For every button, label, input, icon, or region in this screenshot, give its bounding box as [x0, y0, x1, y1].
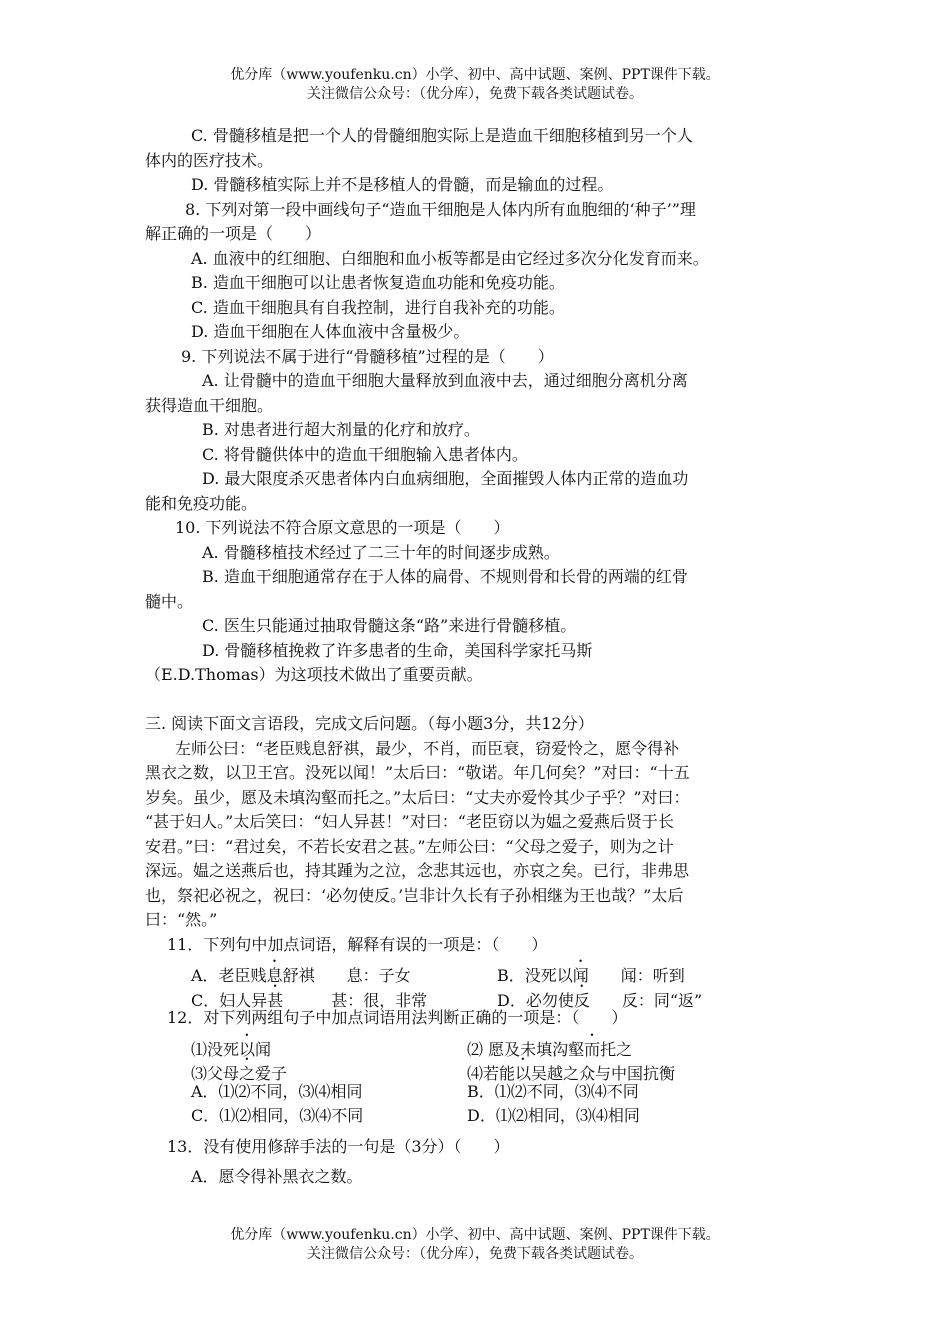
q11-a-text: A．老臣贱 [191, 966, 267, 985]
q12-sentence-3 [191, 1055, 467, 1083]
passage-line-6: 深远。媪之送燕后也，持其踵为之泣，念悲其远也，亦哀之矣。已行，非弗思 [145, 861, 690, 880]
q11-d-gloss: 反：同“返” [621, 990, 703, 1010]
q12-s3-text-end: 爱子 [255, 1064, 288, 1083]
q10-option-d-line-2: （E.D.Thomas）为这项技术做出了重要贡献。 [145, 665, 483, 684]
q11-d-dotted-word: 反 [573, 990, 590, 1010]
q12-s1-dotted-word: 以 [239, 1039, 256, 1059]
q8-option-c: C. 造血干细胞具有自我控制，进行自我补充的功能。 [191, 297, 565, 317]
header-line-2: 关注微信公众号：（优分库），免费下载各类试题试卷。 [307, 86, 643, 102]
q11-b-dotted-word: 闻 [572, 966, 589, 985]
q8-stem-line-1: 8. 下列对第一段中画线句子“造血干细胞是人体内所有血胞细的‘种子’”理 [185, 199, 696, 219]
passage-line-2: 黑衣之数，以卫王宫。没死以闻！”太后曰：“敬诺。年几何矣？”对曰：“十五 [145, 763, 690, 782]
footer-line-2: 关注微信公众号：（优分库），免费下载各类试题试卷。 [307, 1246, 643, 1262]
q9-option-b: B. 对患者进行超大剂量的化疗和放疗。 [202, 420, 480, 439]
q11-option-b [497, 957, 685, 985]
q12-sentences-12 [145, 1031, 810, 1059]
q11-c-dotted-word: 甚 [267, 990, 284, 1010]
q8-option-a: A. 血液中的红细胞、白细胞和血小板等都是由它经过多次分化发育而来。 [191, 248, 709, 268]
q12-s2-text: ⑵ 愿及未填沟壑 [467, 1039, 585, 1059]
q11-options-cd [145, 982, 810, 1010]
q12-s2-dotted-word: 而 [584, 1039, 601, 1059]
q13-option-a: A．愿令得补黑衣之数。 [191, 1167, 363, 1186]
q12-s3-text: ⑶父母 [191, 1064, 240, 1083]
q11-c-gloss: 甚：很，非常 [331, 990, 428, 1010]
q11-b-gloss: 闻：听到 [620, 966, 685, 985]
q8-option-d: D. 造血干细胞在人体血液中含量极少。 [191, 322, 470, 341]
q10-stem: 10. 下列说法不符合原文意思的一项是（ ） [175, 518, 510, 537]
passage-line-4: “甚于妇人。”太后笑曰：“妇人异甚！”对曰：“老臣窃以为媪之爱燕后贤于长 [145, 812, 674, 831]
footer-line-1: 优分库（www.youfenku.cn）小学、初中、高中试题、案例、PPT课件下载。 [230, 1227, 720, 1243]
q11-option-d [497, 982, 703, 1010]
q11-options-ab [145, 957, 810, 985]
q12-sentence-4 [467, 1055, 676, 1083]
q8-option-b: B. 造血干细胞可以让患者恢复造血功能和免疫功能。 [191, 273, 565, 292]
q13-stem: 13．没有使用修辞手法的一句是（3分）（ ） [167, 1136, 510, 1156]
q8-stem-line-2: 解正确的一项是（ ） [145, 224, 322, 243]
q12-stem: 12．对下列两组句子中加点词语用法判断正确的一项是：（ ） [167, 1008, 628, 1027]
section-3-title: 三. 阅读下面文言语段，完成文后问题。（每小题3分，共12分） [145, 714, 594, 733]
document-body [145, 124, 810, 1190]
q12-s2-text-end: 托之 [600, 1039, 633, 1059]
passage-line-5: 安君。”曰：“君过矣，不若长安君之甚。”左师公曰：“父母之爱子，则为之计 [145, 836, 674, 856]
header-line-1: 优分库（www.youfenku.cn）小学、初中、高中试题、案例、PPT课件下载。 [230, 67, 720, 83]
page-footer [0, 1226, 950, 1264]
q7-option-c-line-2: 体内的医疗技术。 [145, 150, 274, 170]
q9-option-c: C. 将骨髓供体中的造血干细胞输入患者体内。 [202, 444, 528, 464]
q10-option-c: C. 医生只能通过抽取骨髓这条“路”来进行骨髓移植。 [202, 616, 577, 635]
q9-stem: 9. 下列说法不属于进行“骨髓移植”过程的是（ ） [181, 346, 554, 366]
q12-option-a: A．⑴⑵不同，⑶⑷相同 [191, 1081, 363, 1101]
q12-s4-dotted-word: 以 [515, 1064, 532, 1083]
q11-d-text: D．必勿使 [497, 990, 574, 1010]
q11-stem: 11．下列句中加点词语，解释有误的一项是：（ ） [167, 934, 548, 954]
q12-s1-text-end: 闻 [255, 1039, 272, 1059]
q10-option-a: A. 骨髓移植技术经过了二三十年的时间逐步成熟。 [202, 542, 560, 562]
passage-line-1: 左师公曰：“老臣贱息舒祺，最少，不肖，而臣衰，窃爱怜之，愿令得补 [175, 738, 680, 758]
q9-option-a-line-1: A. 让骨髓中的造血干细胞大量释放到血液中去，通过细胞分离机分离 [202, 371, 688, 390]
q11-a-gloss: 息：子女 [346, 966, 411, 985]
q9-option-a-line-2: 获得造血干细胞。 [145, 395, 274, 415]
q11-option-c [191, 982, 497, 1010]
q12-s4-text-end: 吴越之众与中国抗衡 [531, 1064, 676, 1083]
q12-option-c: C．⑴⑵相同，⑶⑷不同 [191, 1106, 364, 1125]
page-header [0, 66, 950, 104]
q12-option-b: B．⑴⑵不同，⑶⑷不同 [467, 1081, 639, 1101]
q11-option-a [191, 957, 497, 985]
q7-option-d: D. 骨髓移植实际上并不是移植人的骨髓，而是输血的过程。 [191, 175, 614, 194]
q10-option-d-line-1: D. 骨髓移植挽救了许多患者的生命，美国科学家托马斯 [202, 640, 593, 660]
q12-sentences-34 [145, 1055, 810, 1083]
q11-b-text: B．没死以 [497, 966, 573, 985]
q10-option-b-line-2: 髓中。 [145, 591, 194, 611]
passage-line-7: 也，祭祀必祝之，祝曰：‘必勿使反。’岂非计久长有子孙相继为王也哉？”太后 [145, 885, 684, 905]
q11-a-dotted-word: 息 [266, 966, 283, 985]
q12-sentence-1 [191, 1031, 467, 1059]
q11-c-text: C．妇人异 [191, 990, 268, 1010]
q12-s4-text: ⑷若能 [467, 1064, 516, 1083]
q12-options-ab [145, 1080, 810, 1105]
q12-s1-text: ⑴没死 [191, 1039, 240, 1059]
q12-s3-dotted-word: 之 [239, 1064, 256, 1083]
passage-line-3: 岁矣。虽少，愿及未填沟壑而托之。”太后曰：“丈夫亦爱怜其少子乎？”对曰： [145, 787, 690, 807]
q12-sentence-2 [467, 1031, 633, 1059]
q7-option-c-line-1: C. 骨髓移植是把一个人的骨髓细胞实际上是造血干细胞移植到另一个人 [191, 126, 693, 145]
q12-option-d: D．⑴⑵相同，⑶⑷相同 [467, 1106, 640, 1125]
blank-line [145, 688, 810, 713]
q9-option-d-line-2: 能和免疫功能。 [145, 493, 258, 513]
q12-options-cd [145, 1104, 810, 1129]
q11-a-text-end: 舒祺 [282, 966, 315, 985]
q9-option-d-line-1: D. 最大限度杀灭患者体内白血病细胞，全面摧毁人体内正常的造血功 [202, 469, 689, 488]
passage-line-8: 曰：“然。” [145, 910, 218, 929]
q10-option-b-line-1: B. 造血干细胞通常存在于人体的扁骨、不规则骨和长骨的两端的红骨 [202, 567, 688, 586]
